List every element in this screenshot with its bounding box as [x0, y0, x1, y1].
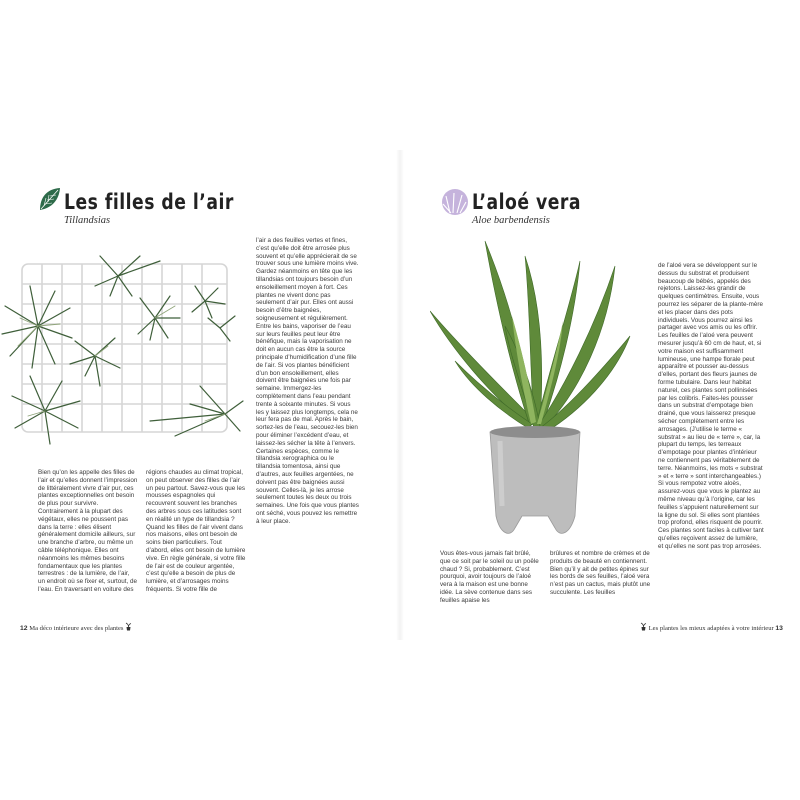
- leaf-icon: [38, 186, 62, 212]
- text-column-1: Bien qu’on les appelle des filles de l’air et qu’elles donnent l’impression de littéralement vivre d’air pur, ces plantes exceptionnelles ont besoin de plus pour survivre. Contrairement à la plupart des végétaux, elles ne poussent pas dans la terre : elles élisent généralement domicile ailleurs, sur une branche d’arbre, ou même un câble téléphonique. Elles ont néanmoins les mêmes besoins fondamentaux que les plantes terrestres : de la lumière, de l’air, un endroit où se fixer et, surtout, de l’eau. En traversant en voiture des: [38, 469, 138, 593]
- text-column-3: l’air a des feuilles vertes et fines, c’est qu’elle doit être arrosée plus souvent et qu’elle apprécierait de se trouver sous une lumière moins vive. Gardez néanmoins en tête que les tillandsias ont toujours besoin d’un ensoleillement moyen à fort. Ces plantes ne vivent donc pas seulement d’air pur. Elles ont aussi besoin d’être baignées, soigneusement et régulièrement. Entre les bains, vaporiser de l’eau sur leurs feuilles peut leur être bénéfique, mais la vaporisation ne doit en aucun cas être la source principale d’humidification d’une fille de l’air. Si vos plantes bénéficient d’un bon ensoleillement, elles doivent être baignées une fois par semaine. Immergez-les complètement dans l’eau pendant trente à soixante minutes. Si vous les y laissez plus longtemps, cela ne leur fera pas de mal. Après le bain, sortez-les de l’eau, secouez-les bien pour éliminer l’excédent d’eau, et laissez-les sécher la tête à l’envers. Certaines espèces, comme le tillandsia xerographica ou le tillandsia tomentosa, ainsi que d’autres, aux feuilles argentées, ne doivent pas être baignées aussi souvent. Celles-là, je les arrose seulement toutes les deux ou trois semaines. Une fois que vous plantes ont séché, vous pouvez les remettre à leur place.: [256, 237, 359, 525]
- text-column-2: brûlures et nombre de crèmes et de produits de beauté en contiennent. Bien qu’il y ait de petites épines sur les bords de ses feuilles, l’aloé vera n’est pas un cactus, mais plutôt une succulente. Les feuilles: [550, 550, 651, 596]
- text-column-2: régions chaudes au climat tropical, on peut observer des filles de l’air un peu partout. Savez-vous que les mousses espagnoles qui recouvrent souvent les branches des arbres sous ces latitudes sont en réalité un type de tillandsia ? Quand les filles de l’air vivent dans nos maisons, elles ont besoin de soins bien particuliers. Tout d’abord, elles ont besoin de lumière vive. En règle générale, si votre fille de l’air est de couleur argentée, c’est qu’elle a besoin de plus de lumière, et d’arrosages moins fréquents. Si votre fille de: [146, 469, 246, 593]
- text-column-1: Vous êtes-vous jamais fait brûlé, que ce soit par le soleil ou un poêle chaud ? Si, probablement. C’est pourquoi, avoir toujours de l’aloé vera à la maison est une bonne idée. La sève contenue dans ses feuilles apaise les: [440, 550, 539, 604]
- left-title-block: [64, 190, 271, 226]
- left-folio: [20, 622, 132, 632]
- aloe-vera-image: [430, 236, 640, 546]
- right-title-block: [472, 190, 605, 226]
- page-title: L’aloé vera: [472, 190, 582, 214]
- running-header: Ma déco intérieure avec des plantes: [29, 625, 124, 632]
- page-subtitle: Aloe barbendensis: [472, 215, 550, 226]
- page-number: 12: [20, 625, 28, 632]
- running-header: Les plantes les mieux adaptées à votre intérieur: [648, 625, 774, 632]
- page-title: Les filles de l’air: [64, 190, 234, 214]
- page-subtitle: Tillandsias: [64, 215, 111, 226]
- aloe-icon: [440, 186, 470, 216]
- plant-pot-icon: [640, 622, 647, 631]
- right-page: [400, 0, 800, 800]
- tillandsia-grid-image: [0, 246, 246, 450]
- plant-pot-icon: [125, 622, 132, 631]
- page-number: 13: [775, 625, 783, 632]
- right-folio: [640, 622, 783, 632]
- text-column-3: de l’aloé vera se développent sur le dessus du substrat et produisent beaucoup de bébés, appelés des rejetons. Laissez-les grandir de quelques centimètres. Ensuite, vous pourrez les séparer de la plante-mère et les placer dans des pots individuels. Vous pourrez ainsi les partager avec vos amis ou les offrir. Les feuilles de l’aloé vera peuvent mesurer jusqu’à 60 cm de haut, et, si votre maison est suffisamment lumineuse, une hampe florale peut apparaître et pousser au-dessus d’elles, portant des fleurs jaunes de forme tubulaire. Dans leur habitat naturel, ces plantes sont pollinisées par les colibris. Faites-les pousser dans un substrat d’empotage bien drainé, que vous laisserez presque sécher complètement entre les arrosages. (J’utilise le terme « substrat » au lieu de « terre », car, la plupart du temps, les terreaux d’empotage pour plantes d’intérieur ne contiennent pas véritablement de terre. Néanmoins, les mots « substrat » et « terre » sont interchangeables.) Si vous rempotez votre aloès, assurez-vous que vous le plantez au même niveau qu’à l’origine, car les feuilles s’appuient naturellement sur la ligne du sol. Si elles sont plantées trop profond, elles risquent de pourrir. Ces plantes sont faciles à cultiver tant qu’elles reçoivent assez de lumière, et qu’elles ne sont pas trop arrosées.: [658, 262, 764, 550]
